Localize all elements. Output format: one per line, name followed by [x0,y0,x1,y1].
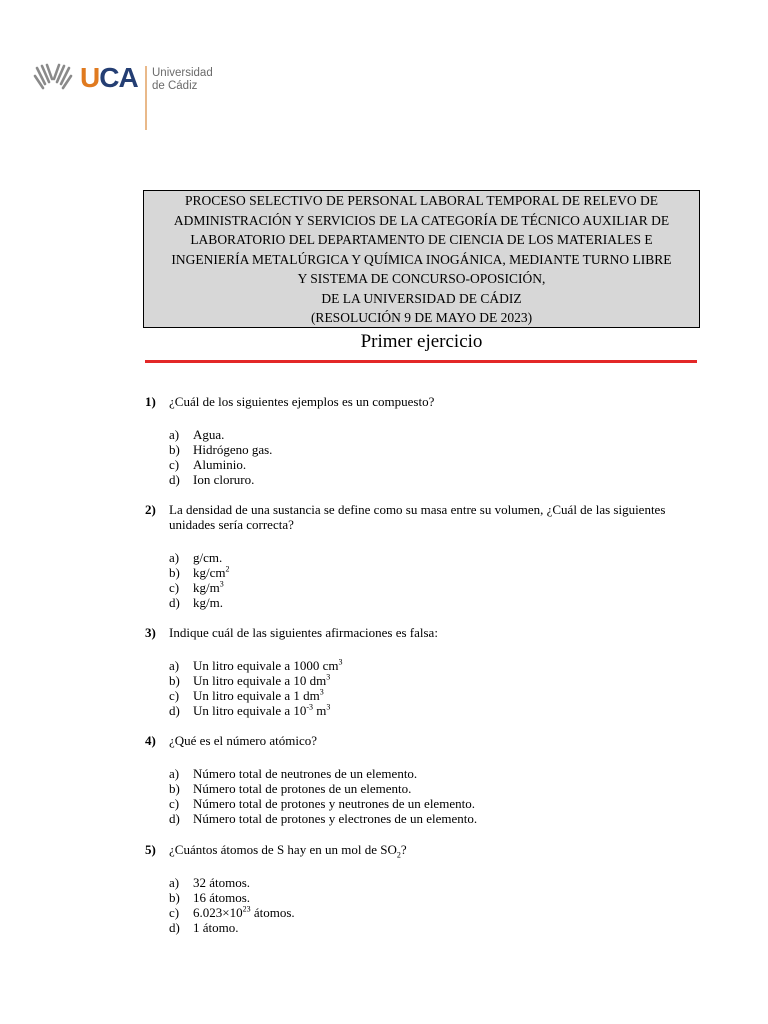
option-5a: a) 32 átomos. [169,875,251,890]
option-4a: a) Número total de neutrones de un elemento. [169,766,418,781]
question-number: 3) [145,625,156,640]
title-line: Y SISTEMA DE CONCURSO-OPOSICIÓN, [297,271,546,286]
option-1a: a) Agua. [169,427,225,442]
logo-wordmark: UCA [80,62,138,93]
title-line: LABORATORIO DEL DEPARTAMENTO DE CIENCIA DE LOS MATERIALES E [190,232,653,247]
question-number: 5) [145,842,156,857]
option-2a: a) g/cm. [169,550,223,565]
question-text: ¿Qué es el número atómico? [169,733,317,748]
question-text: ¿Cuántos átomos de S hay en un mol de $SO_2$? [169,842,407,860]
title-line: (RESOLUCIÓN 9 DE MAYO DE 2023) [310,310,533,325]
option-5b: b) 16 átomos. [169,890,251,905]
option-5c: c) $6.023\times 10^{23}$ átomos. [169,904,295,920]
question-text: La densidad de una sustancia se define como su masa entre su volumen, ¿Cuál de las siguientes unidades sería correcta? [169,502,666,532]
option-3a: a) Un litro equivale a 1000 $cm^3$ [169,657,343,673]
question-number: 4) [145,733,156,748]
question-text: Indique cuál de las siguientes afirmaciones es falsa: [169,625,438,640]
title-line: ADMINISTRACIÓN Y SERVICIOS DE LA CATEGORÍA DE TÉCNICO AUXILIAR DE [173,212,670,228]
logo-university-name: Universidad de Cádiz [152,67,213,92]
question-number: 2) [145,502,156,517]
title-line: PROCESO SELECTIVO DE PERSONAL LABORAL TEMPORAL DE RELEVO DE [184,193,658,208]
option-1b: b) Hidrógeno gas. [169,442,273,457]
option-5d: d) 1 átomo. [169,920,239,935]
option-2c: c) $kg/m^3$ [169,579,224,595]
title-box [143,190,700,328]
option-4c: c) Número total de protones y neutrones de un elemento. [169,796,475,811]
title-line: DE LA UNIVERSIDAD DE CÁDIZ [321,290,522,306]
logo-divider [145,66,147,130]
option-3c: c) Un litro equivale a 1 $dm^3$ [169,687,324,703]
option-1c: c) Aluminio. [169,457,247,472]
red-divider [145,360,697,363]
exercise-title: Primer ejercicio [360,331,483,352]
option-3d: d) Un litro equivale a $10^{-3}$ $m^3$ [169,702,331,718]
option-2d: d) kg/m. [169,595,223,610]
option-4d: d) Número total de protones y electrones de un elemento. [169,811,478,826]
uca-logo [33,60,233,132]
option-3b: b) Un litro equivale a 10 $dm^3$ [169,672,331,688]
question-number: 1) [145,394,156,409]
option-2b: b) $kg/cm^2$ [169,564,230,580]
question-text: ¿Cuál de los siguientes ejemplos es un compuesto? [169,394,435,409]
option-1d: d) Ion cloruro. [169,472,255,487]
laurel-logo-icon [33,62,73,92]
title-line: INGENIERÍA METALÚRGICA Y QUÍMICA INOGÁNICA, MEDIANTE TURNO LIBRE [171,251,672,267]
option-4b: b) Número total de protones de un elemento. [169,781,412,796]
